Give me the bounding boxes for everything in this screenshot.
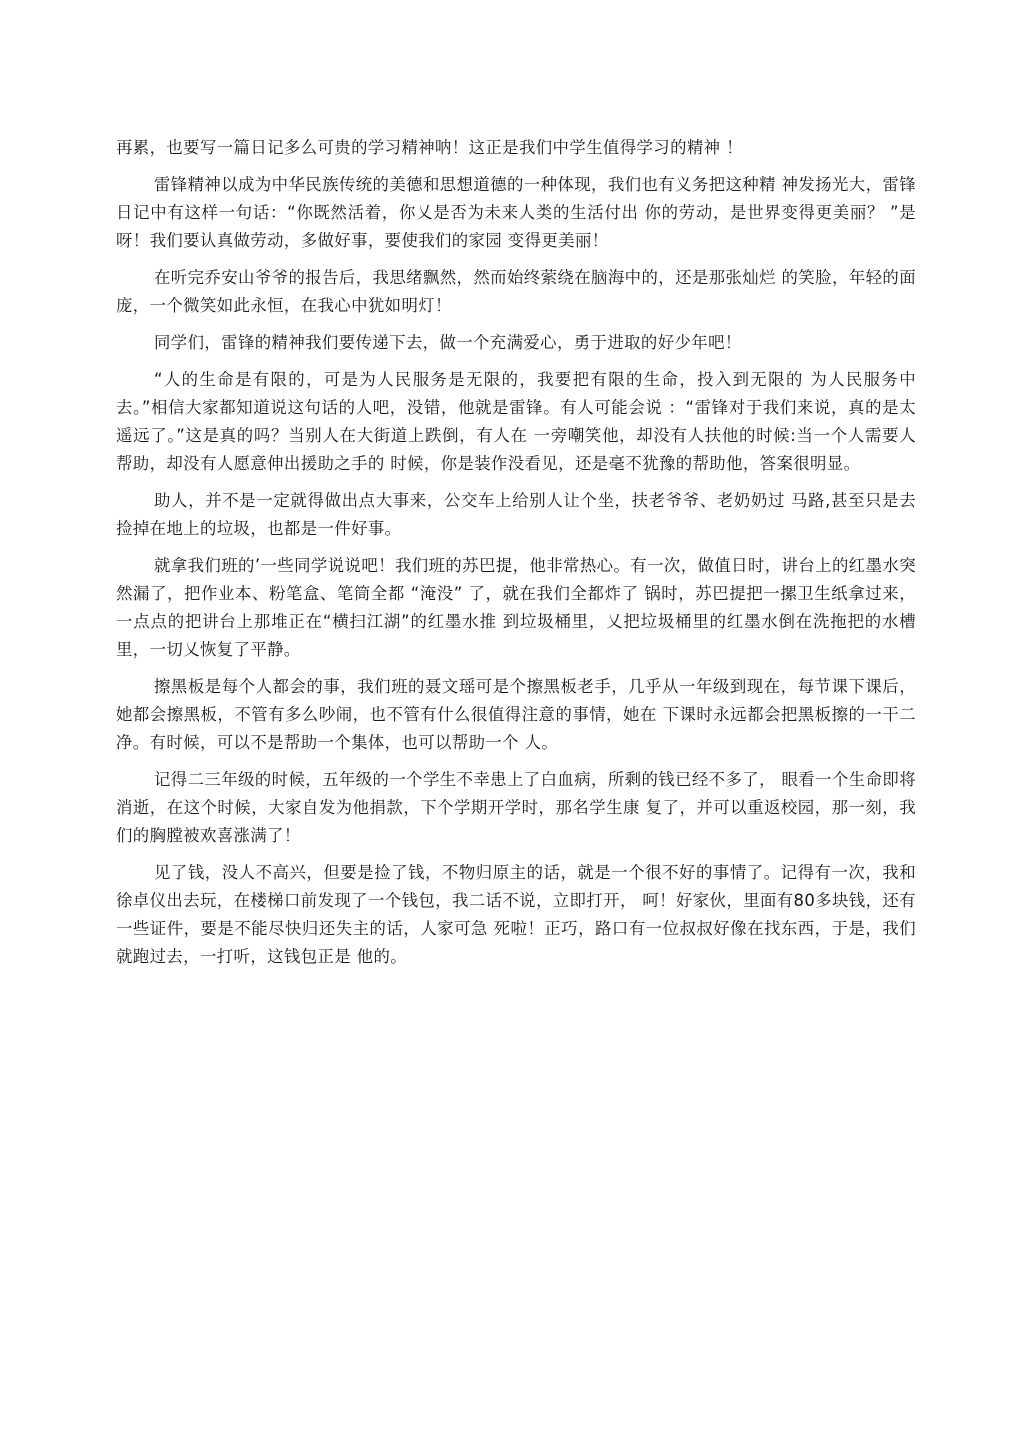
document-body — [116, 134, 916, 971]
paragraph-7: 就拿我们班的’一些同学说说吧！我们班的苏巴提，他非常热心。有一次，做值日时，讲台上的红墨水突然漏了，把作业本、粉笔盒、笔筒全都 “淹没” 了，就在我们全都炸了 锅时，苏巴提把一摞卫生纸拿过来，一点点的把讲台上那堆正在“横扫江湖”的红墨水推 到垃圾桶里，乂把垃圾桶里的红墨水倒在洗拖把的水槽里，一切乂恢复了平静。 — [116, 556, 916, 659]
paragraph-5: “人的生命是有限的，可是为人民服务是无限的，我要把有限的生命，投入到无限的 为人民服务中去。”相信大家都知道说这句话的人吧，没错，他就是雷锋。有人可能会说 ：“雷锋对于我们来说，真的是太遥远了。”这是真的吗？当别人在大街道上跌倒，有人在 一旁嘲笑他，却没有人扶他的时候:当一个人需要人帮助，却没有人愿意伸出援助之手的 时候，你是装作没看见，还是毫不犹豫的帮助他，答案很明显。 — [116, 370, 916, 473]
paragraph-10: 见了钱，没人不高兴，但要是捡了钱，不物归原主的话，就是一个很不好的事情了。记得有一次，我和徐卓仪出去玩，在楼梯口前发现了一个钱包，我二话不说，立即打开， 呵！好家伙，里面有80多块钱，还有一些证件，要是不能尽快归还失主的话，人家可急 死啦！正巧，路口有一位叔叔好像在找东西，于是，我们就跑过去，一打听，这钱包正是 他的。 — [116, 863, 916, 966]
paragraph-2: 雷锋精神以成为中华民族传统的美德和思想道德的一种体现，我们也有义务把这种精 神发扬光大，雷锋日记中有这样一句话：“你既然活着，你乂是否为未来人类的生活付出 你的劳动，是世界变得更美丽？ ”是呀！我们要认真做劳动，多做好事，要使我们的家园 变得更美丽！ — [116, 175, 916, 250]
paragraph-4: 同学们，雷锋的精神我们要传递下去，做一个充满爱心，勇于进取的好少年吧！ — [154, 333, 742, 352]
paragraph-6: 助人，并不是一定就得做出点大事来，公交车上给别人让个坐，扶老爷爷、老奶奶过 马路,甚至只是去捡掉在地上的垃圾，也都是一件好事。 — [116, 491, 916, 538]
paragraph-8: 擦黑板是每个人都会的事，我们班的聂文瑶可是个擦黑板老手，几乎从一年级到现在，每节课下课后，她都会擦黑板，不管有多么吵闹，也不管有什么很值得注意的事情，她在 下课时永远都会把黑板擦的一干二净。有时候，可以不是帮助一个集体，也可以帮助一个 人。 — [116, 677, 916, 752]
paragraph-3: 在听完乔安山爷爷的报告后，我思绪飘然，然而始终萦绕在脑海中的，还是那张灿烂 的笑脸，年轻的面庞，一个微笑如此永恒，在我心中犹如明灯！ — [116, 268, 916, 315]
paragraph-9: 记得二三年级的时候，五年级的一个学生不幸患上了白血病，所剩的钱已经不多了， 眼看一个生命即将消逝，在这个时候，大家自发为他捐款，下个学期开学时，那名学生康 复了，并可以重返校园，那一刻，我们的胸膛被欢喜涨满了！ — [116, 770, 916, 845]
paragraph-1: 再累，也要写一篇日记多么可贵的学习精神呐！这正是我们中学生值得学习的精神 ！ — [116, 138, 743, 157]
